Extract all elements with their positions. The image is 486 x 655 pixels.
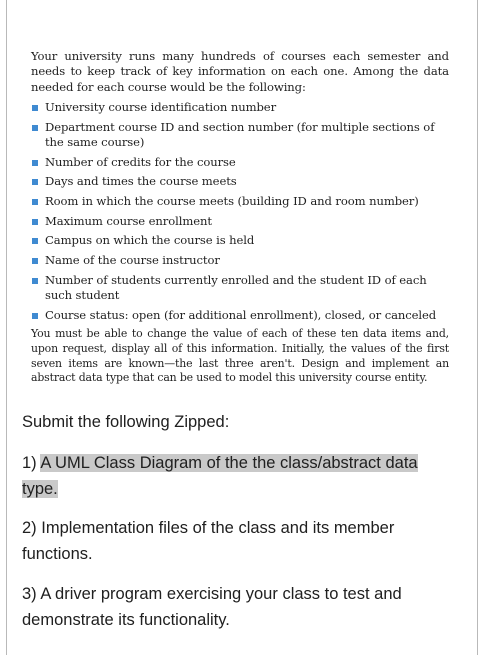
bullet-icon — [32, 199, 38, 205]
bullet-icon — [32, 105, 38, 111]
list-item-text: Number of credits for the course — [45, 154, 236, 169]
list-item-text: Number of students currently enrolled and the student ID of each such student — [45, 272, 427, 302]
list-item-text: Room in which the course meets (building ID and room number) — [45, 193, 419, 208]
highlighted-text: A UML Class Diagram of the the class/abstract data type. — [22, 454, 418, 498]
bullet-icon — [32, 219, 38, 225]
problem-closing: You must be able to change the value of each of these ten data items and, upon request, display all of this information. Initially, the values of the first seven items are known—the last three aren't. Design and implement an abstract data type that can be used to model this university course entity. — [31, 327, 449, 385]
bullet-icon — [32, 160, 38, 166]
bullet-icon — [32, 179, 38, 185]
problem-statement — [31, 49, 449, 386]
list-item — [31, 253, 449, 268]
list-item — [31, 120, 449, 150]
list-item-text: Days and times the course meets — [45, 174, 237, 189]
list-item — [31, 194, 449, 209]
bullet-icon — [32, 278, 38, 284]
list-item — [31, 308, 449, 323]
list-item — [31, 100, 449, 115]
list-item — [31, 155, 449, 170]
list-item — [31, 214, 449, 229]
list-item-text: Maximum course enrollment — [45, 213, 212, 228]
submission-item-driver: 3) A driver program exercising your class to test and demonstrate its functionality. — [22, 585, 402, 629]
submission-heading: Submit the following Zipped: — [22, 413, 230, 431]
list-item-text: Name of the course instructor — [45, 253, 220, 268]
list-item — [31, 233, 449, 248]
submission-item-uml — [22, 450, 452, 502]
requirements-list — [31, 100, 449, 323]
list-item-text: University course identification number — [45, 99, 277, 114]
bullet-icon — [32, 238, 38, 244]
list-item — [31, 174, 449, 189]
list-item-text: Department course ID and section number (for multiple sections of the same course) — [45, 119, 435, 149]
list-item-text: Course status: open (for additional enrollment), closed, or canceled — [45, 307, 437, 322]
bullet-icon — [32, 313, 38, 319]
problem-intro: Your university runs many hundreds of courses each semester and needs to keep track of key information on each one. Among the data needed for each course would be the following: — [31, 49, 449, 94]
submission-item-implementation: 2) Implementation files of the class and its member functions. — [22, 519, 395, 563]
submission-item-number: 1) — [22, 454, 37, 472]
list-item-text: Campus on which the course is held — [45, 233, 255, 248]
bullet-icon — [32, 125, 38, 131]
list-item — [31, 273, 449, 303]
bullet-icon — [32, 258, 38, 264]
